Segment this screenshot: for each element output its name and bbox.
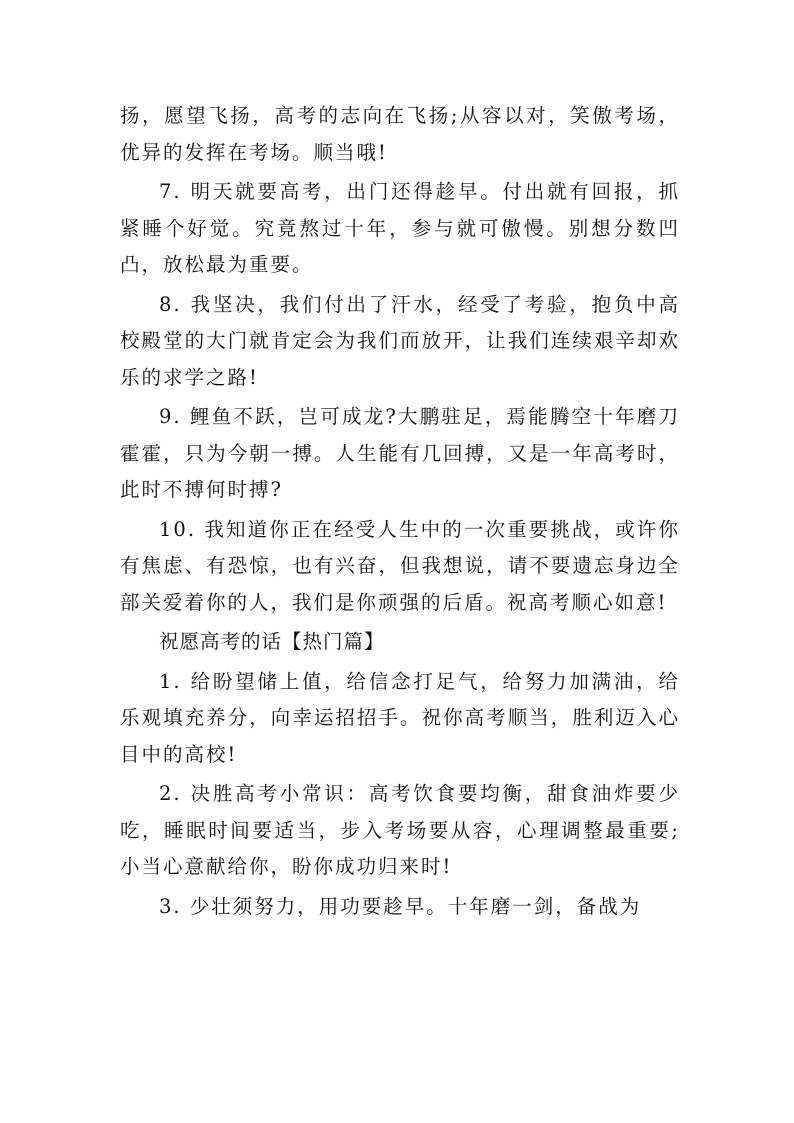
paragraph-item-9: 9. 鲤鱼不跃，岂可成龙?大鹏驻足，焉能腾空十年磨刀霍霍，只为今朝一搏。人生能有几回搏，又是一年高考时，此时不搏何时搏? — [120, 405, 680, 501]
paragraph-item-8: 8. 我坚决，我们付出了汗水，经受了考验，抱负中高校殿堂的大门就肯定会为我们而放开，让我们连续艰辛却欢乐的求学之路! — [120, 292, 680, 389]
section-item-2: 2. 决胜高考小常识：高考饮食要均衡，甜食油炸要少吃，睡眠时间要适当，步入考场要从容，心理调整最重要;小当心意献给你，盼你成功归来时! — [120, 782, 680, 878]
section-item-3: 3. 少壮须努力，用功要趁早。十年磨一剑，备战为 — [159, 894, 642, 918]
paragraph-item-7: 7. 明天就要高考，出门还得趁早。付出就有回报，抓紧睡个好觉。究竟熬过十年，参与就可傲慢。别想分数凹凸，放松最为重要。 — [120, 180, 680, 276]
section-heading: 祝愿高考的话【热门篇】 — [159, 630, 385, 653]
paragraph-continued: 扬，愿望飞扬，高考的志向在飞扬;从容以对，笑傲考场，优异的发挥在考场。顺当哦! — [120, 104, 680, 164]
section-item-1: 1. 给盼望储上值，给信念打足气，给努力加满油，给乐观填充养分，向幸运招招手。祝你高考顺当，胜利迈入心目中的高校! — [120, 669, 680, 766]
document-body — [120, 98, 680, 925]
paragraph-item-10: 10. 我知道你正在经受人生中的一次重要挑战，或许你有焦虑、有恐惊，也有兴奋，但我想说，请不要遗忘身边全部关爱着你的人，我们是你顽强的后盾。祝高考顺心如意! — [120, 517, 680, 614]
